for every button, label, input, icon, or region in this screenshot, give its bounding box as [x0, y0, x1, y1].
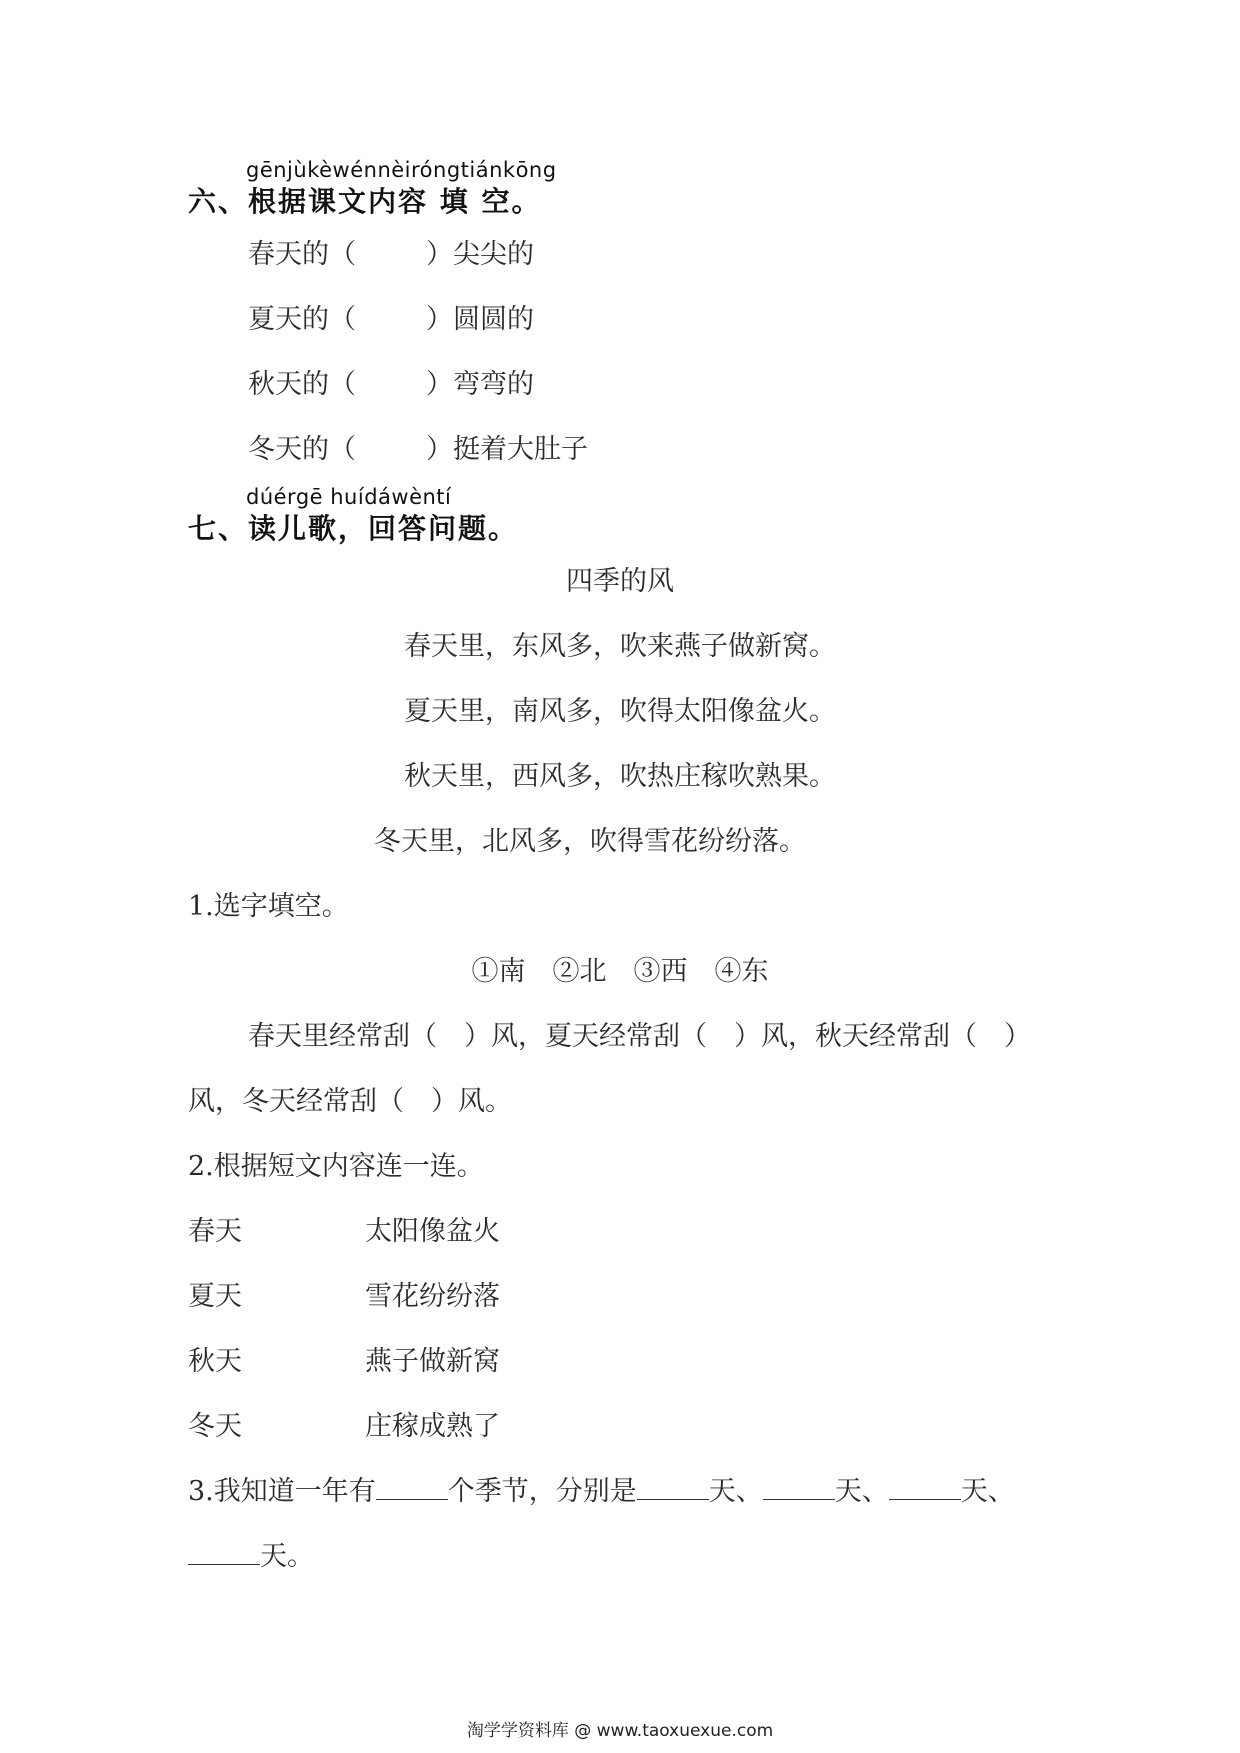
match-phrase-3: 燕子做新窝 [365, 1346, 500, 1377]
q1-line-1: 春天里经常刮（ ）风，夏天经常刮（ ）风，秋天经常刮（ ） [248, 1021, 1031, 1052]
q1-line-2: 风，冬天经常刮（ ）风。 [188, 1086, 512, 1117]
q3-tian-end: 天。 [260, 1541, 314, 1572]
page-footer: 淘学学资料库 @ www.taoxuexue.com [466, 1721, 774, 1741]
match-phrase-1: 太阳像盆火 [365, 1216, 500, 1247]
poem-title: 四季的风 [566, 566, 674, 597]
q3-blank-season-3[interactable] [889, 1473, 961, 1500]
q3-line-2 [188, 1534, 314, 1573]
fill-row-3-right: ）弯弯的 [426, 369, 534, 400]
poem-line-3: 秋天里，西风多，吹热庄稼吹熟果。 [404, 761, 836, 792]
poem-line-4: 冬天里，北风多，吹得雪花纷纷落。 [374, 826, 806, 857]
match-season-4: 冬天 [188, 1411, 242, 1442]
q3-blank-season-2[interactable] [763, 1473, 835, 1500]
match-season-3: 秋天 [188, 1346, 242, 1377]
section7-heading: 七、读儿歌，回答问题。 [188, 512, 519, 545]
poem-line-1: 春天里，东风多，吹来燕子做新窝。 [404, 631, 836, 662]
fill-row-3-left: 秋天的（ [248, 369, 356, 400]
fill-row-2-left: 夏天的（ [248, 304, 356, 335]
q3-blank-season-1[interactable] [637, 1473, 709, 1500]
q3-blank-count[interactable] [376, 1473, 448, 1500]
q1-prompt: 1.选字填空。 [188, 891, 349, 922]
match-season-1: 春天 [188, 1216, 242, 1247]
q2-prompt: 2.根据短文内容连一连。 [188, 1151, 484, 1182]
q3-line-1 [188, 1469, 1015, 1508]
fill-row-1-left: 春天的（ [248, 239, 356, 270]
q3-tian-2: 天、 [834, 1476, 889, 1507]
q3-text-mid: 个季节，分别是 [447, 1476, 637, 1507]
q3-blank-season-4[interactable] [188, 1538, 260, 1565]
fill-row-2-right: ）圆圆的 [426, 304, 534, 335]
q1-options: ①南 ②北 ③西 ④东 [471, 956, 769, 987]
fill-row-4-right: ）挺着大肚子 [426, 434, 588, 465]
q3-tian-1: 天、 [708, 1476, 763, 1507]
match-phrase-2: 雪花纷纷落 [365, 1281, 500, 1312]
match-phrase-4: 庄稼成熟了 [365, 1411, 500, 1442]
section6-heading: 六、根据课文内容 填 空。 [188, 185, 542, 218]
poem-line-2: 夏天里，南风多，吹得太阳像盆火。 [404, 696, 836, 727]
fill-row-1-right: ）尖尖的 [426, 239, 534, 270]
section7-pinyin: dúérgē huídáwèntí [246, 485, 452, 509]
section6-pinyin: gēnjùkèwénnèiróngtiánkōng [246, 158, 557, 182]
q3-tian-3: 天、 [960, 1476, 1015, 1507]
match-season-2: 夏天 [188, 1281, 242, 1312]
fill-row-4-left: 冬天的（ [248, 434, 356, 465]
q3-text-start: 3.我知道一年有 [188, 1476, 376, 1507]
